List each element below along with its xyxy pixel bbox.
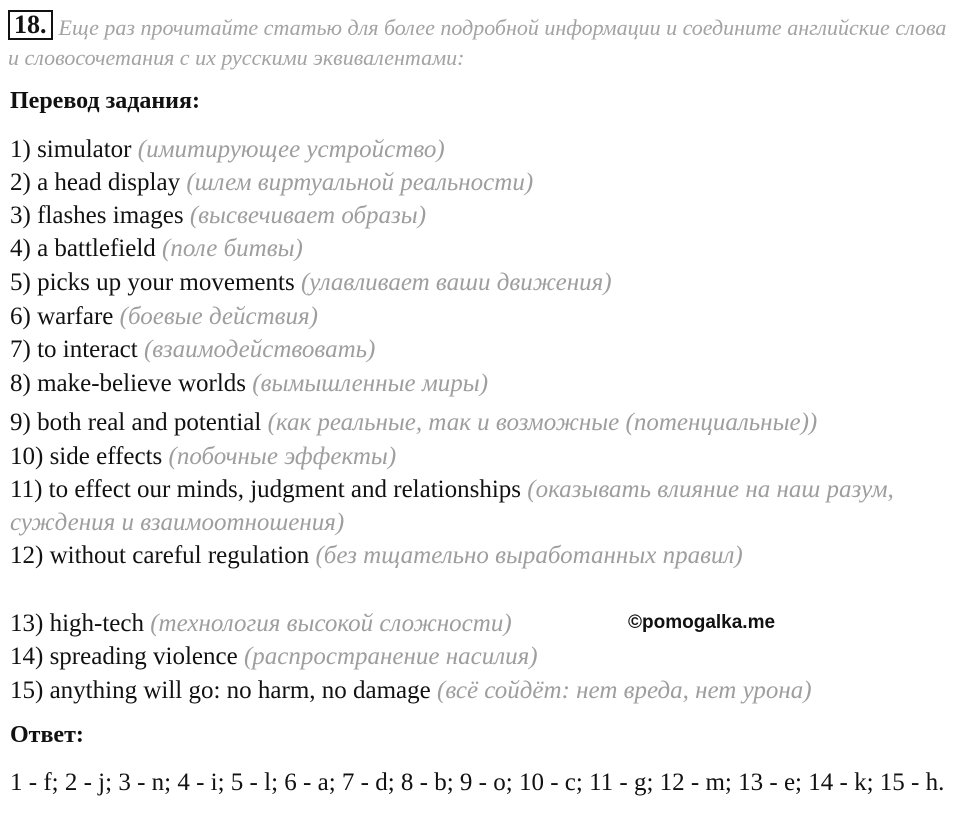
watermark: ©pomogalka.me bbox=[628, 612, 776, 633]
english-term: 14) spreading violence bbox=[10, 643, 238, 670]
list-item bbox=[10, 473, 910, 539]
list-item bbox=[10, 333, 955, 366]
list-item bbox=[10, 199, 955, 232]
english-term: 10) side effects bbox=[10, 443, 169, 470]
english-term: 11) to effect our minds, judgment and relationships bbox=[10, 476, 522, 503]
list-item bbox=[10, 300, 955, 333]
answer-title: Ответ: bbox=[10, 722, 84, 748]
list-item bbox=[10, 232, 955, 265]
english-term: 9) both real and potential bbox=[10, 409, 262, 436]
russian-equivalent: (побочные эффекты) bbox=[168, 443, 397, 470]
list-item bbox=[10, 406, 955, 439]
task-number: 18. bbox=[8, 10, 53, 40]
english-term: 7) to interact bbox=[10, 336, 138, 363]
russian-equivalent: (взаимодействовать) bbox=[143, 336, 376, 363]
list-item bbox=[10, 539, 780, 572]
english-term: 13) high-tech bbox=[10, 610, 144, 637]
list-item bbox=[10, 440, 955, 473]
task-instruction: Еще раз прочитайте статью для более подробной информации и соедините английские слова и словосочетания с их русскими эквивалентами: bbox=[8, 15, 947, 70]
russian-equivalent: (как реальные, так и возможные (потенциальные)) bbox=[267, 409, 818, 436]
russian-equivalent: (оказывать влияние на наш разум, суждения и взаимоотношения) bbox=[10, 476, 894, 536]
english-term: 15) anything will go: no harm, no damage bbox=[10, 677, 431, 704]
list-item bbox=[10, 266, 955, 299]
russian-equivalent: (технология высокой сложности) bbox=[150, 610, 512, 637]
russian-equivalent: (вымышленные миры) bbox=[252, 370, 489, 397]
russian-equivalent: (поле битвы) bbox=[162, 235, 303, 262]
list-item bbox=[10, 367, 955, 400]
list-item bbox=[10, 166, 955, 199]
translation-title: Перевод задания: bbox=[10, 88, 200, 114]
english-term: 8) make-believe worlds bbox=[10, 370, 247, 397]
list-item bbox=[10, 133, 955, 166]
list-item bbox=[10, 640, 955, 673]
russian-equivalent: (имитирующее устройство) bbox=[137, 136, 445, 163]
english-term: 5) picks up your movements bbox=[10, 269, 295, 296]
russian-equivalent: (боевые действия) bbox=[119, 303, 318, 330]
english-term: 12) without careful regulation bbox=[10, 542, 310, 569]
english-term: 2) a head display bbox=[10, 169, 181, 196]
task-header bbox=[8, 10, 948, 73]
english-term: 4) a battlefield bbox=[10, 235, 156, 262]
list-item bbox=[10, 674, 955, 707]
russian-equivalent: (улавливает ваши движения) bbox=[300, 269, 612, 296]
russian-equivalent: (высвечивает образы) bbox=[189, 202, 427, 229]
answer-text: 1 - f; 2 - j; 3 - n; 4 - i; 5 - l; 6 - a; 7 - d; 8 - b; 9 - o; 10 - c; 11 - g; 12 - m; 13 - e; 14 - k; 15 - h. bbox=[10, 769, 945, 796]
russian-equivalent: (шлем виртуальной реальности) bbox=[186, 169, 534, 196]
english-term: 1) simulator bbox=[10, 136, 132, 163]
russian-equivalent: (распространение насилия) bbox=[243, 643, 538, 670]
list-item bbox=[10, 607, 955, 640]
russian-equivalent: (без тщательно выработанных правил) bbox=[315, 542, 743, 569]
english-term: 6) warfare bbox=[10, 303, 114, 330]
russian-equivalent: (всё сойдёт: нет вреда, нет урона) bbox=[437, 677, 812, 704]
english-term: 3) flashes images bbox=[10, 202, 184, 229]
